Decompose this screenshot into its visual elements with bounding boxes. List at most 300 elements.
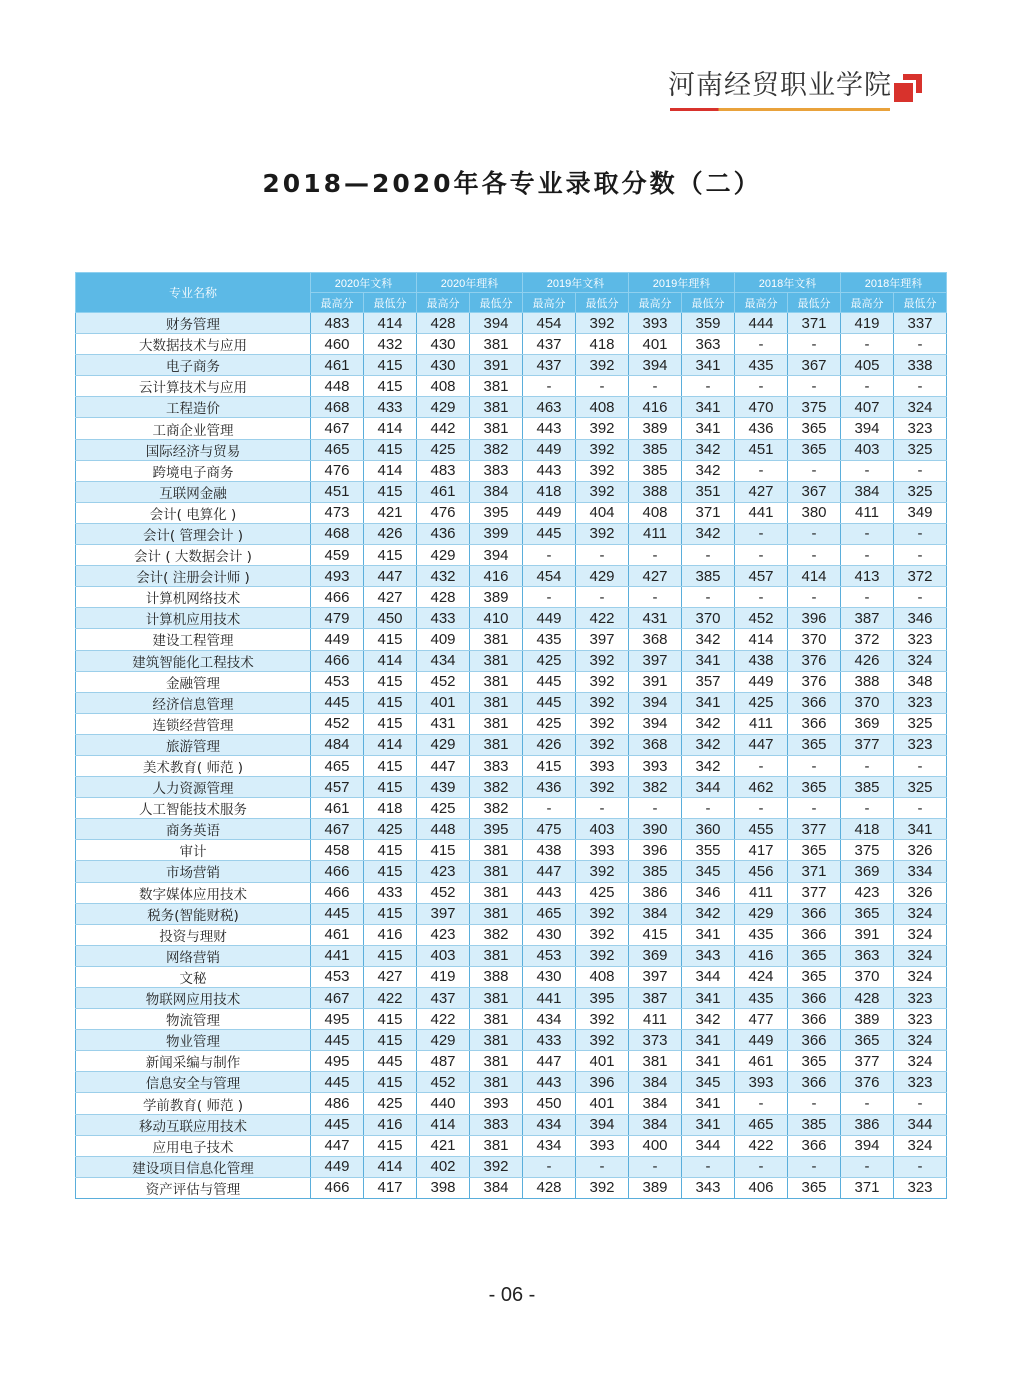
score-cell: 390 (629, 819, 682, 840)
score-cell: 388 (629, 481, 682, 502)
score-cell: 425 (364, 819, 417, 840)
score-cell: 385 (629, 460, 682, 481)
score-cell: - (735, 334, 788, 355)
score-cell: 351 (682, 481, 735, 502)
score-cell: 392 (576, 1030, 629, 1051)
column-header-max-score: 最高分 (735, 293, 788, 313)
school-name: 河南经贸职业学院 (668, 70, 892, 101)
score-cell: 371 (841, 1177, 894, 1198)
score-cell: 415 (629, 924, 682, 945)
score-cell: 392 (576, 481, 629, 502)
score-cell: 417 (735, 840, 788, 861)
school-logo (668, 70, 892, 110)
score-cell: 443 (523, 882, 576, 903)
column-header-max-score: 最高分 (311, 293, 364, 313)
score-cell: 425 (523, 650, 576, 671)
score-cell: 419 (841, 313, 894, 334)
score-cell: - (735, 460, 788, 481)
major-name: 会计( 管理会计 ) (76, 523, 311, 544)
score-cell: 394 (841, 1135, 894, 1156)
score-cell: 380 (788, 502, 841, 523)
score-cell: 403 (417, 945, 470, 966)
score-cell: 360 (682, 819, 735, 840)
score-cell: 487 (417, 1051, 470, 1072)
score-cell: 392 (576, 924, 629, 945)
score-cell: - (576, 545, 629, 566)
score-cell: 432 (417, 566, 470, 587)
table-row (76, 587, 947, 608)
score-cell: 467 (311, 418, 364, 439)
score-cell: 392 (576, 777, 629, 798)
score-cell: 393 (576, 840, 629, 861)
score-cell: 441 (735, 502, 788, 523)
score-cell: 447 (311, 1135, 364, 1156)
table-row (76, 397, 947, 418)
score-cell: 365 (788, 966, 841, 987)
score-cell: 381 (470, 1072, 523, 1093)
score-cell: - (894, 460, 947, 481)
major-name: 商务英语 (76, 819, 311, 840)
score-cell: 373 (629, 1030, 682, 1051)
score-cell: 394 (470, 313, 523, 334)
score-cell: 415 (364, 671, 417, 692)
score-cell: 416 (629, 397, 682, 418)
score-cell: 415 (364, 861, 417, 882)
column-group-header: 2018年理科 (841, 273, 947, 293)
score-cell: 470 (735, 397, 788, 418)
score-cell: 369 (841, 861, 894, 882)
score-cell: 415 (364, 1072, 417, 1093)
score-cell: 466 (311, 882, 364, 903)
score-cell: 443 (523, 460, 576, 481)
score-cell: 391 (629, 671, 682, 692)
score-cell: 414 (364, 313, 417, 334)
score-cell: 445 (311, 1114, 364, 1135)
table-row (76, 1051, 947, 1072)
score-cell: 414 (364, 650, 417, 671)
score-cell: 433 (364, 397, 417, 418)
score-cell: 454 (523, 566, 576, 587)
score-cell: 430 (523, 924, 576, 945)
score-cell: 416 (470, 566, 523, 587)
table-row (76, 924, 947, 945)
score-cell: 324 (894, 924, 947, 945)
score-cell: 395 (576, 988, 629, 1009)
score-cell: 381 (470, 734, 523, 755)
score-cell: 371 (788, 313, 841, 334)
score-cell: 393 (629, 755, 682, 776)
score-cell: 323 (894, 418, 947, 439)
score-cell: 449 (311, 629, 364, 650)
score-cell: 401 (629, 334, 682, 355)
score-cell: 477 (735, 1009, 788, 1030)
score-cell: 418 (364, 798, 417, 819)
score-cell: 381 (470, 882, 523, 903)
score-cell: 429 (417, 545, 470, 566)
score-cell: 414 (364, 418, 417, 439)
table-row (76, 1177, 947, 1198)
score-cell: 392 (576, 1009, 629, 1030)
column-header-max-score: 最高分 (629, 293, 682, 313)
score-cell: 346 (682, 882, 735, 903)
table-row (76, 798, 947, 819)
score-cell: 341 (682, 1051, 735, 1072)
score-cell: - (629, 798, 682, 819)
score-cell: 384 (629, 1093, 682, 1114)
score-cell: - (894, 1156, 947, 1177)
score-cell: 452 (417, 1072, 470, 1093)
score-cell: 381 (470, 376, 523, 397)
score-cell: - (523, 376, 576, 397)
score-cell: - (894, 376, 947, 397)
score-cell: 411 (629, 1009, 682, 1030)
score-cell: 388 (470, 966, 523, 987)
score-cell: 392 (470, 1156, 523, 1177)
score-cell: 427 (364, 966, 417, 987)
table-row (76, 545, 947, 566)
score-cell: 326 (894, 882, 947, 903)
score-cell: 392 (576, 692, 629, 713)
major-name: 学前教育( 师范 ) (76, 1093, 311, 1114)
score-cell: 323 (894, 734, 947, 755)
score-cell: 411 (735, 882, 788, 903)
score-cell: 366 (788, 924, 841, 945)
major-name: 国际经济与贸易 (76, 439, 311, 460)
score-cell: 381 (470, 945, 523, 966)
major-name: 物流管理 (76, 1009, 311, 1030)
score-cell: 468 (311, 523, 364, 544)
score-cell: 422 (364, 988, 417, 1009)
score-cell: 458 (311, 840, 364, 861)
score-cell: 449 (523, 502, 576, 523)
major-name: 连锁经营管理 (76, 713, 311, 734)
score-cell: 365 (788, 418, 841, 439)
score-cell: 341 (682, 692, 735, 713)
score-cell: 383 (470, 755, 523, 776)
score-cell: 342 (682, 734, 735, 755)
score-cell: 414 (788, 566, 841, 587)
score-cell: 409 (417, 629, 470, 650)
score-cell: 365 (788, 1177, 841, 1198)
score-cell: 385 (629, 439, 682, 460)
score-cell: 428 (523, 1177, 576, 1198)
column-header-min-score: 最低分 (682, 293, 735, 313)
score-cell: 371 (682, 502, 735, 523)
score-cell: 445 (364, 1051, 417, 1072)
score-cell: 392 (576, 861, 629, 882)
score-cell: 461 (735, 1051, 788, 1072)
score-cell: 465 (311, 439, 364, 460)
score-cell: 476 (417, 502, 470, 523)
score-cell: 495 (311, 1051, 364, 1072)
score-cell: 467 (311, 819, 364, 840)
score-cell: 426 (523, 734, 576, 755)
score-cell: 393 (576, 755, 629, 776)
table-row (76, 376, 947, 397)
table-row (76, 777, 947, 798)
score-cell: 397 (576, 629, 629, 650)
score-cell: 428 (417, 587, 470, 608)
score-cell: - (788, 523, 841, 544)
score-cell: 381 (470, 840, 523, 861)
score-cell: 431 (629, 608, 682, 629)
score-cell: - (629, 587, 682, 608)
score-cell: 413 (841, 566, 894, 587)
score-cell: - (841, 1156, 894, 1177)
score-cell: 344 (682, 966, 735, 987)
score-cell: 452 (417, 882, 470, 903)
page-number: - 06 - (488, 1284, 536, 1306)
score-cell: - (894, 587, 947, 608)
score-cell: 377 (841, 734, 894, 755)
score-cell: 391 (470, 355, 523, 376)
score-cell: 372 (841, 629, 894, 650)
score-cell: 418 (523, 481, 576, 502)
score-cell: 381 (470, 334, 523, 355)
score-cell: 429 (417, 397, 470, 418)
score-cell: 433 (417, 608, 470, 629)
major-name: 会计( 电算化 ) (76, 502, 311, 523)
score-cell: - (841, 545, 894, 566)
score-cell: - (841, 460, 894, 481)
score-cell: 403 (841, 439, 894, 460)
score-cell: 440 (417, 1093, 470, 1114)
score-cell: 408 (629, 502, 682, 523)
score-cell: 445 (311, 903, 364, 924)
score-cell: - (841, 755, 894, 776)
score-cell: 445 (311, 1072, 364, 1093)
table-row (76, 840, 947, 861)
score-cell: 479 (311, 608, 364, 629)
score-cell: 423 (841, 882, 894, 903)
score-cell: 342 (682, 903, 735, 924)
table-row (76, 966, 947, 987)
score-cell: 324 (894, 1135, 947, 1156)
major-name: 电子商务 (76, 355, 311, 376)
score-cell: 341 (682, 650, 735, 671)
score-cell: 381 (470, 861, 523, 882)
score-cell: - (841, 334, 894, 355)
score-cell: 345 (682, 861, 735, 882)
score-cell: 344 (894, 1114, 947, 1135)
score-cell: 415 (364, 692, 417, 713)
score-cell: 407 (841, 397, 894, 418)
score-cell: 394 (576, 1114, 629, 1135)
score-cell: 456 (735, 861, 788, 882)
score-cell: 415 (523, 755, 576, 776)
table-row (76, 1072, 947, 1093)
score-cell: 393 (735, 1072, 788, 1093)
score-cell: 342 (682, 523, 735, 544)
score-cell: - (523, 545, 576, 566)
score-cell: 436 (523, 777, 576, 798)
major-name: 信息安全与管理 (76, 1072, 311, 1093)
score-cell: 411 (735, 713, 788, 734)
score-cell: 385 (841, 777, 894, 798)
score-cell: 325 (894, 439, 947, 460)
table-row (76, 692, 947, 713)
score-cell: 381 (470, 397, 523, 418)
score-cell: 396 (788, 608, 841, 629)
column-header-max-score: 最高分 (523, 293, 576, 313)
score-cell: 426 (841, 650, 894, 671)
score-cell: 365 (788, 777, 841, 798)
score-cell: - (682, 798, 735, 819)
score-cell: 461 (311, 798, 364, 819)
score-cell: 367 (788, 481, 841, 502)
score-cell: 392 (576, 1177, 629, 1198)
score-cell: 349 (894, 502, 947, 523)
score-cell: 433 (523, 1030, 576, 1051)
score-cell: 406 (735, 1177, 788, 1198)
column-header-min-score: 最低分 (788, 293, 841, 313)
score-cell: 397 (629, 966, 682, 987)
score-cell: - (682, 1156, 735, 1177)
score-cell: 434 (523, 1114, 576, 1135)
score-cell: 443 (523, 1072, 576, 1093)
score-cell: 483 (417, 460, 470, 481)
table-row (76, 1156, 947, 1177)
score-cell: 486 (311, 1093, 364, 1114)
score-cell: 408 (576, 966, 629, 987)
score-cell: 415 (364, 713, 417, 734)
score-cell: 392 (576, 713, 629, 734)
score-cell: 342 (682, 755, 735, 776)
score-cell: 377 (841, 1051, 894, 1072)
score-cell: 324 (894, 1030, 947, 1051)
score-cell: 422 (417, 1009, 470, 1030)
score-cell: 381 (470, 713, 523, 734)
score-cell: 325 (894, 713, 947, 734)
score-cell: 421 (417, 1135, 470, 1156)
score-cell: 348 (894, 671, 947, 692)
score-cell: 461 (311, 924, 364, 945)
score-cell: 447 (523, 1051, 576, 1072)
score-cell: - (894, 334, 947, 355)
score-cell: 324 (894, 966, 947, 987)
score-cell: - (788, 587, 841, 608)
score-cell: 430 (523, 966, 576, 987)
score-cell: 384 (841, 481, 894, 502)
score-cell: 444 (735, 313, 788, 334)
table-row (76, 566, 947, 587)
score-cell: 466 (311, 1177, 364, 1198)
score-cell: 445 (523, 671, 576, 692)
score-cell: 425 (364, 1093, 417, 1114)
score-cell: 410 (470, 608, 523, 629)
score-cell: 341 (682, 355, 735, 376)
score-cell: 447 (417, 755, 470, 776)
score-cell: 386 (629, 882, 682, 903)
score-cell: 365 (788, 734, 841, 755)
score-cell: 341 (682, 988, 735, 1009)
score-cell: 392 (576, 671, 629, 692)
score-cell: - (894, 545, 947, 566)
table-row (76, 481, 947, 502)
score-cell: 338 (894, 355, 947, 376)
major-name: 会计 ( 大数据会计 ) (76, 545, 311, 566)
score-cell: 495 (311, 1009, 364, 1030)
major-name: 经济信息管理 (76, 692, 311, 713)
score-cell: - (894, 798, 947, 819)
score-cell: 415 (364, 481, 417, 502)
score-cell: 370 (841, 966, 894, 987)
score-cell: 466 (311, 861, 364, 882)
score-cell: 369 (841, 713, 894, 734)
score-cell: 449 (523, 439, 576, 460)
score-cell: - (841, 798, 894, 819)
score-cell: 401 (417, 692, 470, 713)
logo-underline (670, 108, 890, 111)
score-cell: 324 (894, 1051, 947, 1072)
score-cell: 460 (311, 334, 364, 355)
score-cell: 453 (523, 945, 576, 966)
score-cell: - (841, 376, 894, 397)
score-cell: 365 (841, 903, 894, 924)
score-cell: 415 (364, 376, 417, 397)
score-cell: 429 (417, 734, 470, 755)
score-cell: 369 (629, 945, 682, 966)
score-cell: 385 (682, 566, 735, 587)
score-cell: - (788, 1156, 841, 1177)
score-cell: 391 (841, 924, 894, 945)
score-cell: - (629, 1156, 682, 1177)
score-cell: 341 (682, 1093, 735, 1114)
score-cell: 377 (788, 819, 841, 840)
score-cell: 375 (841, 840, 894, 861)
score-cell: 435 (735, 988, 788, 1009)
major-name: 会计( 注册会计师 ) (76, 566, 311, 587)
score-cell: 432 (364, 334, 417, 355)
score-cell: 445 (523, 523, 576, 544)
score-cell: 366 (788, 1009, 841, 1030)
score-cell: 414 (364, 734, 417, 755)
score-cell: 381 (470, 903, 523, 924)
score-cell: 461 (417, 481, 470, 502)
score-cell: 376 (788, 650, 841, 671)
column-header-min-score: 最低分 (470, 293, 523, 313)
score-cell: - (841, 587, 894, 608)
score-cell: 463 (523, 397, 576, 418)
score-cell: 449 (311, 1156, 364, 1177)
score-cell: 326 (894, 840, 947, 861)
major-name: 移动互联应用技术 (76, 1114, 311, 1135)
table-row (76, 1030, 947, 1051)
score-cell: 394 (470, 545, 523, 566)
score-cell: 438 (735, 650, 788, 671)
score-cell: 382 (470, 798, 523, 819)
score-cell: 429 (735, 903, 788, 924)
score-cell: 414 (735, 629, 788, 650)
score-cell: 324 (894, 397, 947, 418)
major-name: 工商企业管理 (76, 418, 311, 439)
score-cell: 365 (841, 1030, 894, 1051)
score-cell: 452 (735, 608, 788, 629)
score-cell: 392 (576, 903, 629, 924)
table-row (76, 713, 947, 734)
score-cell: 381 (470, 629, 523, 650)
score-cell: 465 (735, 1114, 788, 1135)
score-cell: 397 (417, 903, 470, 924)
score-cell: 381 (470, 1051, 523, 1072)
score-cell: 376 (788, 671, 841, 692)
score-cell: 341 (682, 418, 735, 439)
score-cell: 381 (470, 671, 523, 692)
score-cell: 392 (576, 650, 629, 671)
score-cell: - (682, 587, 735, 608)
score-cell: 323 (894, 1177, 947, 1198)
score-cell: 449 (523, 608, 576, 629)
